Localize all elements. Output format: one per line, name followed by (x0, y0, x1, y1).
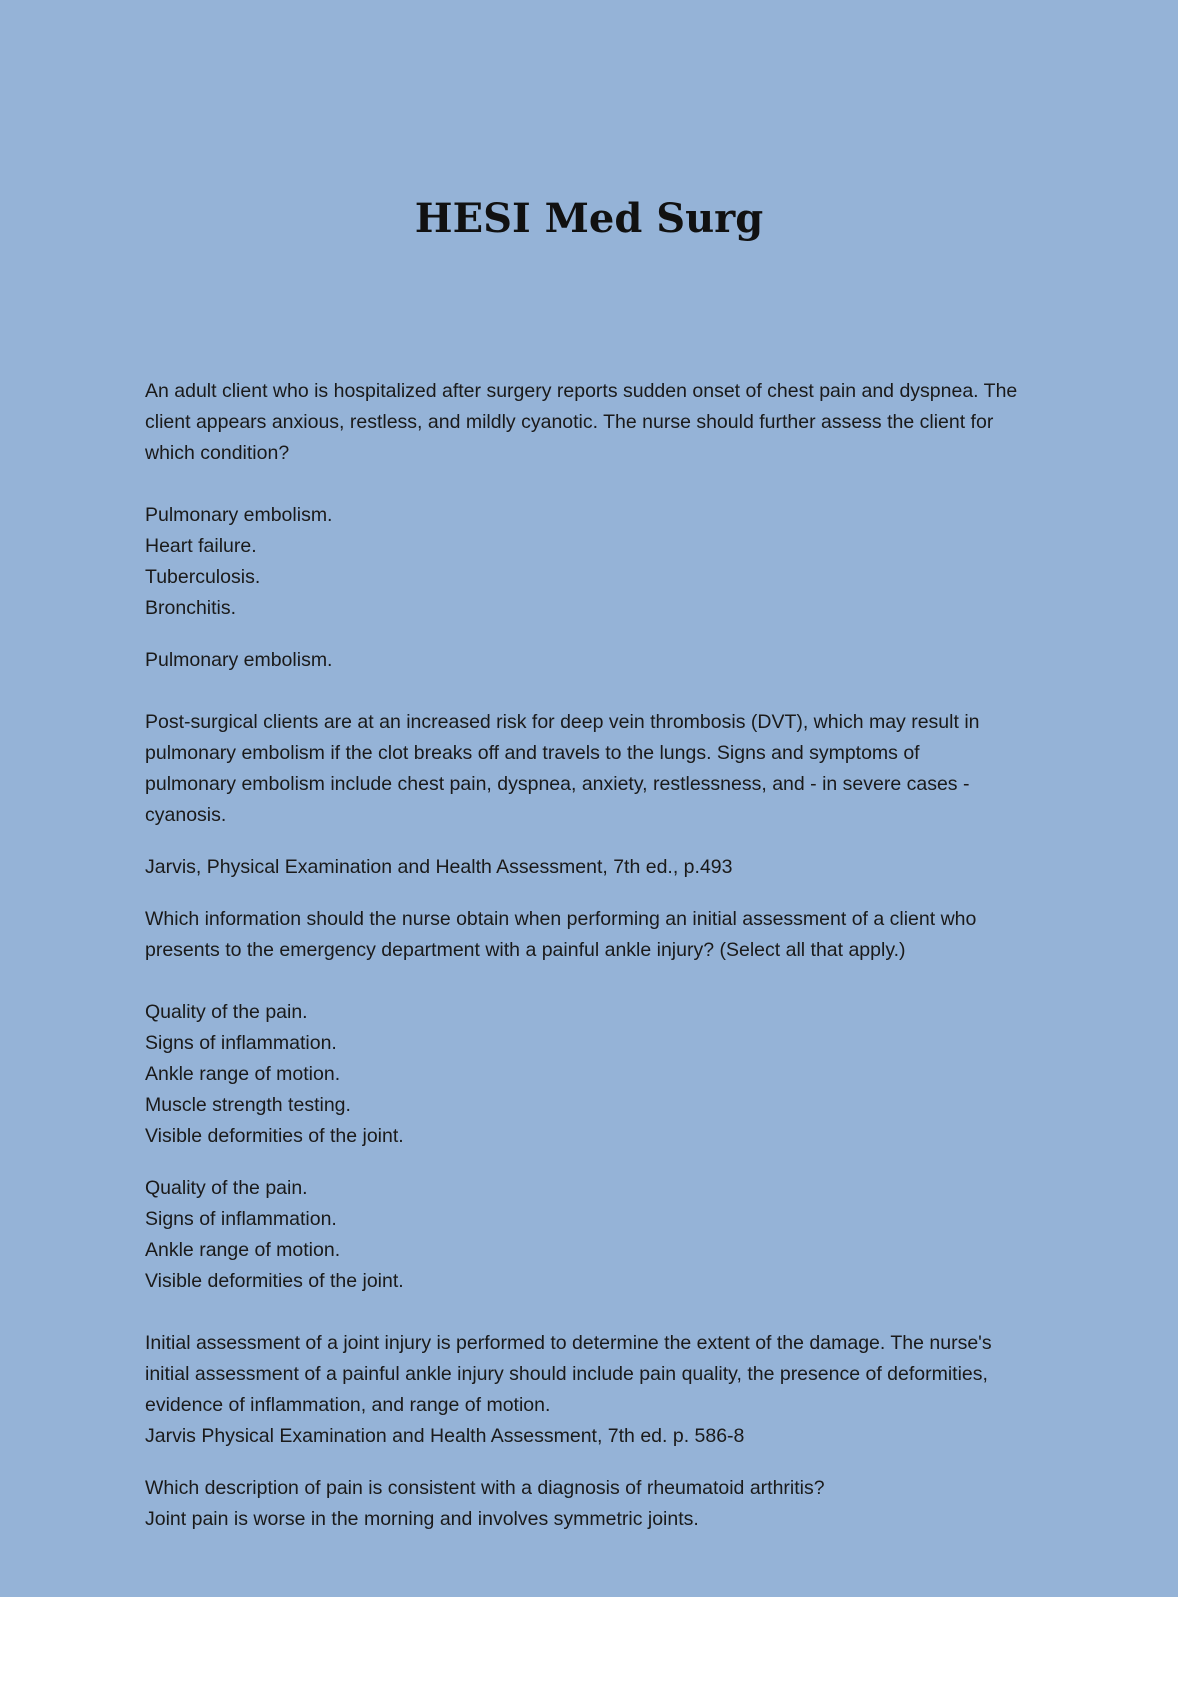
option-item: Muscle strength testing. (145, 1094, 351, 1116)
question-2-answers (145, 1173, 1065, 1297)
rationale-line: pulmonary embolism if the clot breaks off and travels to the lungs. Signs and symptoms of (145, 742, 920, 764)
question-2 (145, 904, 1065, 966)
question-text-line: Which description of pain is consistent with a diagnosis of rheumatoid arthritis? (145, 1477, 825, 1499)
question-1-options (145, 500, 1065, 624)
rationale-line: Initial assessment of a joint injury is performed to determine the extent of the damage. The nurse's (145, 1332, 992, 1354)
question-text-line: which condition? (145, 442, 290, 464)
question-text-line: An adult client who is hospitalized after surgery reports sudden onset of chest pain and dyspnea. The (145, 380, 1018, 402)
question-3 (145, 1473, 1065, 1535)
rationale-line: Post-surgical clients are at an increased risk for deep vein thrombosis (DVT), which may result in (145, 711, 980, 733)
reference-text: Jarvis, Physical Examination and Health Assessment, 7th ed., p.493 (145, 856, 733, 878)
answer-text: Pulmonary embolism. (145, 649, 333, 671)
option-item: Bronchitis. (145, 597, 237, 619)
option-item: Visible deformities of the joint. (145, 1125, 404, 1147)
rationale-line: cyanosis. (145, 804, 227, 826)
question-1-rationale (145, 707, 1065, 831)
question-1 (145, 376, 1065, 469)
question-2-options (145, 997, 1065, 1152)
option-item: Tuberculosis. (145, 566, 261, 588)
answer-text: Joint pain is worse in the morning and involves symmetric joints. (145, 1508, 699, 1530)
answer-text: Signs of inflammation. (145, 1208, 337, 1230)
reference-text: Jarvis Physical Examination and Health Assessment, 7th ed. p. 586-8 (145, 1425, 745, 1447)
rationale-line: pulmonary embolism include chest pain, dyspnea, anxiety, restlessness, and - in severe cases - (145, 773, 970, 795)
option-item: Quality of the pain. (145, 1001, 308, 1023)
option-item: Ankle range of motion. (145, 1063, 341, 1085)
option-item: Pulmonary embolism. (145, 504, 333, 526)
option-item: Heart failure. (145, 535, 257, 557)
question-text-line: presents to the emergency department with a painful ankle injury? (Select all that apply.) (145, 939, 906, 961)
rationale-line: initial assessment of a painful ankle injury should include pain quality, the presence of deformities, (145, 1363, 988, 1385)
answer-text: Quality of the pain. (145, 1177, 308, 1199)
answer-text: Visible deformities of the joint. (145, 1270, 404, 1292)
document-body (145, 376, 1065, 1535)
document-title: HESI Med Surg (414, 195, 764, 242)
question-2-rationale (145, 1328, 1065, 1452)
option-item: Signs of inflammation. (145, 1032, 337, 1054)
question-text-line: client appears anxious, restless, and mildly cyanotic. The nurse should further assess the client for (145, 411, 994, 433)
answer-text: Ankle range of motion. (145, 1239, 341, 1261)
rationale-line: evidence of inflammation, and range of motion. (145, 1394, 551, 1416)
question-text-line: Which information should the nurse obtain when performing an initial assessment of a client who (145, 908, 977, 930)
